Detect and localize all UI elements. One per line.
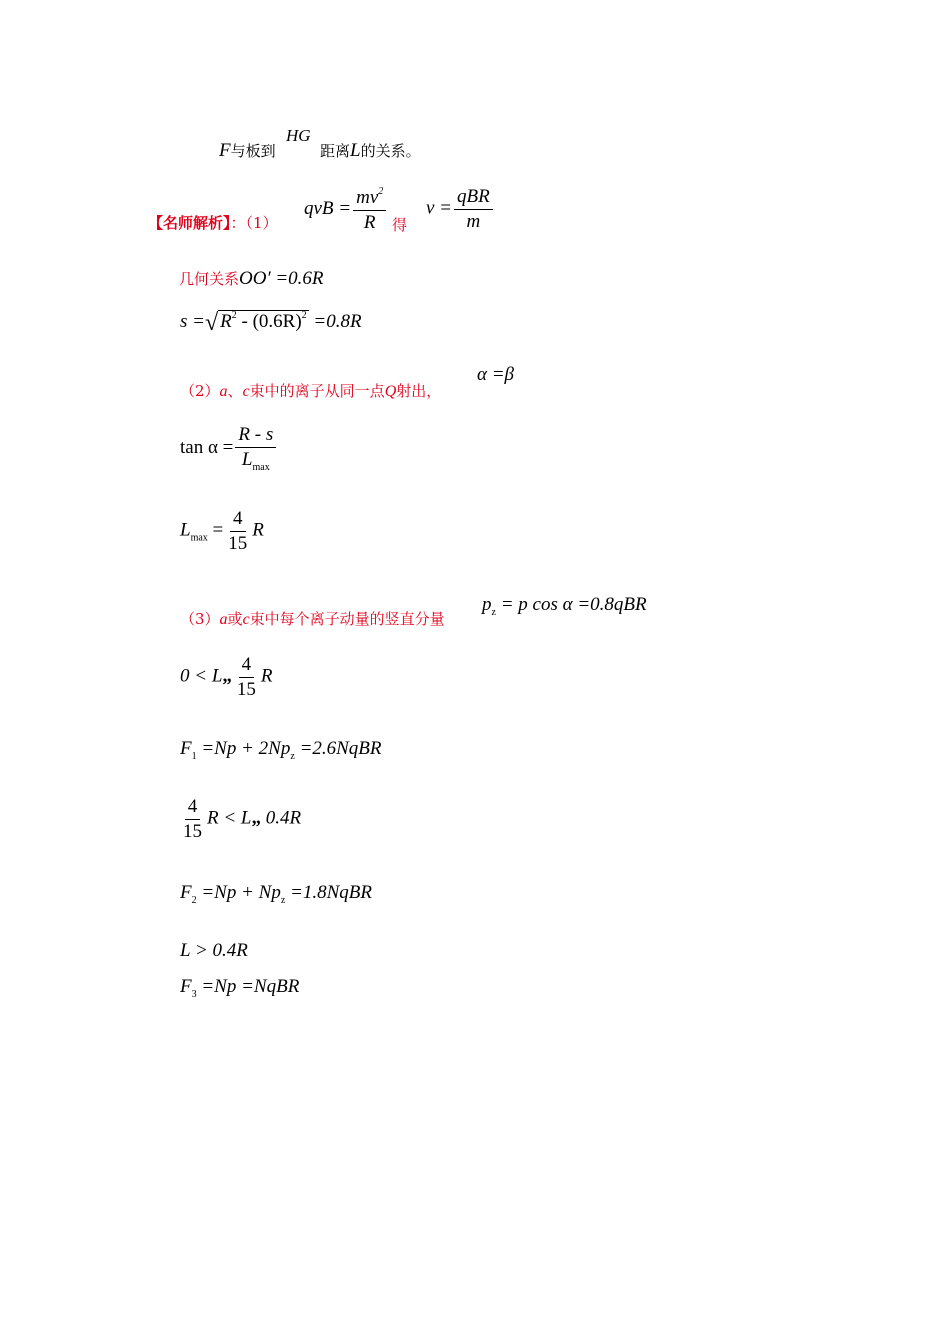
radicand-R: R <box>220 311 232 332</box>
sqrt-symbol: √ <box>204 310 219 336</box>
equation-1-fraction <box>353 186 386 234</box>
range2-numerator: 4 <box>185 796 201 820</box>
part2-text1: 束中的离子从同一点 <box>249 382 385 400</box>
f2-F: F <box>180 882 192 903</box>
f1-F: F <box>180 738 192 759</box>
hg-label: HG <box>286 126 311 145</box>
range2-mid: R < L <box>207 807 252 829</box>
part2-Q: Q <box>384 383 397 400</box>
f1-equation <box>180 738 382 762</box>
f2-sub2: z <box>280 895 286 906</box>
part2-c: c <box>242 383 250 400</box>
tan-den-sub: max <box>252 461 270 473</box>
de-word: 得 <box>392 216 408 234</box>
part3-a: a <box>219 611 228 628</box>
tan-fraction <box>235 424 276 473</box>
f1-sub2: z <box>290 751 295 762</box>
lmax-equation <box>180 508 264 555</box>
intro-line-end <box>320 140 421 162</box>
geometry-line <box>179 268 324 290</box>
part3-c: c <box>242 611 250 628</box>
part1-number: （1） <box>245 214 278 232</box>
lmax-L: L <box>180 519 191 541</box>
range1-denominator: 15 <box>236 678 256 700</box>
s-equation <box>180 310 362 337</box>
equation-2 <box>426 186 495 233</box>
radicand-minus: - (0.6R) <box>236 311 302 332</box>
geometry-label: 几何关系 <box>179 270 240 288</box>
pz-p: p <box>482 594 492 615</box>
part2-line <box>180 380 441 401</box>
equation-2-numerator: qBR <box>454 186 493 210</box>
pz-rhs: = p cos α =0.8qBR <box>495 594 647 615</box>
sqrt-radicand <box>218 310 309 332</box>
s-equation-lhs: s = <box>180 311 205 332</box>
equation-2-fraction <box>454 186 493 233</box>
part2-sep: 、 <box>227 382 243 400</box>
alpha-beta-equation: α =β <box>477 364 515 385</box>
part3-number: （3） <box>180 610 220 628</box>
f1-mid: =Np + 2Np <box>196 738 291 759</box>
range1-fraction <box>234 654 259 701</box>
eq1-num-text: mv <box>356 187 379 208</box>
distance-var: L <box>350 140 361 161</box>
equation-2-lhs: v = <box>426 197 453 219</box>
f1-rhs: =2.6NqBR <box>294 738 382 759</box>
equation-1-lhs: qvB = <box>304 198 352 220</box>
s-equation-rhs: =0.8R <box>308 311 362 332</box>
tan-denominator <box>239 448 273 474</box>
lmax-denominator: 15 <box>228 532 248 554</box>
lmax-fraction <box>225 508 250 555</box>
part2-text2: 射出， <box>396 382 442 400</box>
tan-numerator: R - s <box>235 424 276 448</box>
range1-numerator: 4 <box>239 654 255 678</box>
geometry-equation: OO′ =0.6R <box>239 268 324 289</box>
range1-relation: „ <box>222 665 232 687</box>
tan-equation <box>180 424 278 473</box>
range2-relation: „ <box>251 807 261 829</box>
radicand-exp2: 2 <box>301 310 307 321</box>
range-2 <box>180 796 301 843</box>
part3-or: 或 <box>227 610 243 628</box>
part2-number: （2） <box>180 382 220 400</box>
equation-2-denominator: m <box>466 210 481 232</box>
eq1-exponent: 2 <box>378 186 384 197</box>
part3-line <box>180 608 445 629</box>
tan-equation-lhs: tan α = <box>180 437 234 459</box>
pz-sub: z <box>491 607 496 618</box>
f1-sub: 1 <box>191 751 197 762</box>
analysis-heading <box>148 212 278 233</box>
f3-rhs: =Np =NqBR <box>196 976 300 997</box>
part3-text: 束中每个离子动量的竖直分量 <box>249 610 445 628</box>
analysis-colon: ： <box>230 214 246 232</box>
range1-R: R <box>260 665 273 687</box>
f2-mid: =Np + Np <box>196 882 281 903</box>
f3-equation <box>180 976 299 1000</box>
equation-1 <box>304 186 388 234</box>
range2-fraction <box>180 796 205 843</box>
lmax-numerator: 4 <box>230 508 246 532</box>
part2-a: a <box>219 383 228 400</box>
equation-1-denominator: R <box>363 211 376 233</box>
range1-lhs: 0 < L <box>180 665 223 687</box>
intro-text-after-b: 的关系。 <box>360 142 421 160</box>
range-3: L > 0.4R <box>180 940 248 961</box>
f2-sub: 2 <box>191 895 197 906</box>
analysis-label: 【名师解析】 <box>148 214 231 232</box>
force-var: F <box>219 140 231 161</box>
intro-text-before: 与板到 <box>230 142 276 160</box>
f2-equation <box>180 882 372 906</box>
radicand-exp1: 2 <box>231 310 237 321</box>
intro-line <box>219 140 276 162</box>
f2-rhs: =1.8NqBR <box>285 882 373 903</box>
f3-F: F <box>180 976 192 997</box>
pz-equation <box>482 594 647 618</box>
range-1 <box>180 654 273 701</box>
intro-text-after-a: 距离 <box>320 142 351 160</box>
lmax-eq-sign: = <box>207 519 224 541</box>
lmax-sub: max <box>190 532 208 544</box>
f3-sub: 3 <box>191 989 197 1000</box>
tan-den-L: L <box>241 448 253 470</box>
range2-rhs: 0.4R <box>261 807 302 829</box>
lmax-R: R <box>252 519 264 541</box>
range2-denominator: 15 <box>183 820 202 842</box>
equation-1-numerator <box>353 186 386 211</box>
